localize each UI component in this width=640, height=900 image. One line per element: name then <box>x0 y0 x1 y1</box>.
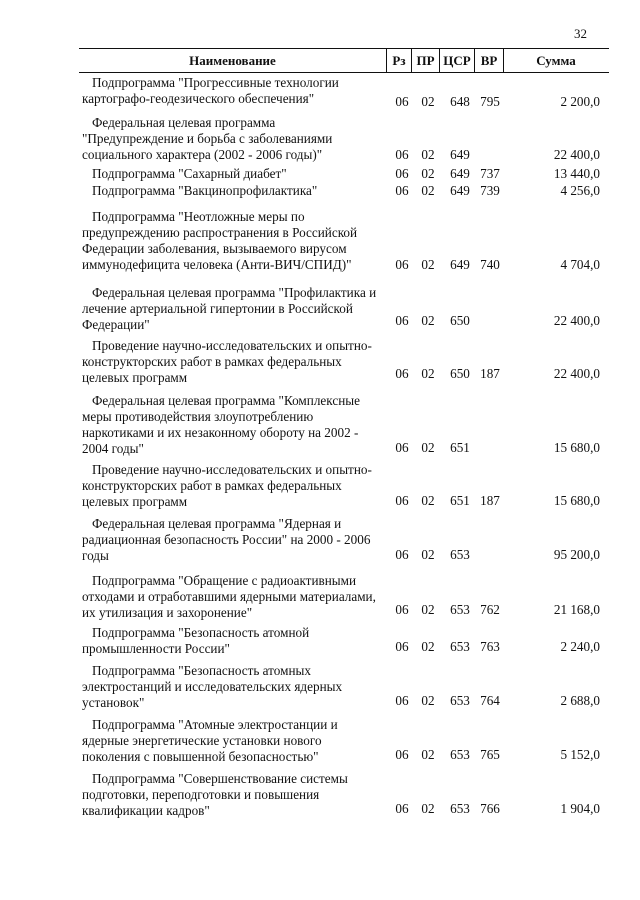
header-csr: ЦСР <box>443 53 471 68</box>
row-sum: 2 240,0 <box>560 639 600 654</box>
row-sum: 21 168,0 <box>553 602 600 617</box>
row-rz: 06 <box>395 602 409 617</box>
row-name: Подпрограмма "Совершенствование системы подготовки, переподготовки и повышения квалификации кадров" <box>82 771 348 818</box>
row-rz: 06 <box>395 547 409 562</box>
row-vr: 737 <box>480 166 500 181</box>
row-rz: 06 <box>395 693 409 708</box>
row-csr: 653 <box>450 547 470 562</box>
row-name: Проведение научно-исследовательских и опытно-конструкторских работ в рамках федеральных целевых программ <box>82 462 372 509</box>
row-pr: 02 <box>421 801 435 816</box>
row-csr: 653 <box>450 693 470 708</box>
row-pr: 02 <box>421 639 435 654</box>
row-pr: 02 <box>421 366 435 381</box>
row-csr: 650 <box>450 313 470 328</box>
row-csr: 651 <box>450 440 470 455</box>
row-csr: 653 <box>450 747 470 762</box>
row-pr: 02 <box>421 183 435 198</box>
row-sum: 5 152,0 <box>560 747 600 762</box>
row-csr: 648 <box>450 94 470 109</box>
header-pr: ПР <box>416 53 435 68</box>
row-csr: 653 <box>450 801 470 816</box>
row-sum: 22 400,0 <box>553 366 600 381</box>
row-sum: 22 400,0 <box>553 147 600 162</box>
page-number: 32 <box>574 26 587 41</box>
header-vr: ВР <box>480 53 498 68</box>
row-vr: 765 <box>480 747 500 762</box>
row-csr: 649 <box>450 166 470 181</box>
row-name: Подпрограмма "Атомные электростанции и ядерные энергетические установки нового поколения с повышенной безопасностью" <box>82 717 338 764</box>
row-vr: 762 <box>480 602 500 617</box>
header-rz: Рз <box>392 53 406 68</box>
row-sum: 4 704,0 <box>560 257 600 272</box>
row-pr: 02 <box>421 747 435 762</box>
row-pr: 02 <box>421 693 435 708</box>
row-csr: 653 <box>450 639 470 654</box>
row-vr: 187 <box>480 366 500 381</box>
row-sum: 13 440,0 <box>553 166 600 181</box>
row-vr: 739 <box>480 183 500 198</box>
row-sum: 22 400,0 <box>553 313 600 328</box>
row-sum: 95 200,0 <box>553 547 600 562</box>
row-pr: 02 <box>421 147 435 162</box>
row-csr: 649 <box>450 147 470 162</box>
row-rz: 06 <box>395 313 409 328</box>
row-rz: 06 <box>395 257 409 272</box>
row-pr: 02 <box>421 313 435 328</box>
row-rz: 06 <box>395 94 409 109</box>
row-name: Федеральная целевая программа "Профилактика и лечение артериальной гипертонии в Российской Федерации" <box>82 285 377 332</box>
row-rz: 06 <box>395 801 409 816</box>
row-pr: 02 <box>421 257 435 272</box>
row-rz: 06 <box>395 166 409 181</box>
row-pr: 02 <box>421 94 435 109</box>
row-csr: 649 <box>450 183 470 198</box>
row-vr: 764 <box>480 693 500 708</box>
row-vr: 187 <box>480 493 500 508</box>
row-name: Подпрограмма "Неотложные меры по предупреждению распространения в Российской Федерации заболевания, вызываемого вирусом иммунодефицита человека (Анти-ВИЧ/СПИД)" <box>82 209 358 272</box>
row-pr: 02 <box>421 602 435 617</box>
row-pr: 02 <box>421 547 435 562</box>
row-name: Подпрограмма "Сахарный диабет" <box>92 166 287 181</box>
row-sum: 1 904,0 <box>560 801 600 816</box>
row-rz: 06 <box>395 440 409 455</box>
row-name: Подпрограмма "Безопасность атомной промышленности России" <box>82 625 310 656</box>
row-pr: 02 <box>421 166 435 181</box>
header-sum: Сумма <box>536 53 576 68</box>
row-name: Подпрограмма "Безопасность атомных электростанций и исследовательских ядерных установок" <box>82 663 343 710</box>
row-csr: 650 <box>450 366 470 381</box>
row-vr: 766 <box>480 801 500 816</box>
row-sum: 15 680,0 <box>553 493 600 508</box>
row-rz: 06 <box>395 493 409 508</box>
row-sum: 2 688,0 <box>560 693 600 708</box>
row-rz: 06 <box>395 747 409 762</box>
row-vr: 763 <box>480 639 500 654</box>
row-pr: 02 <box>421 440 435 455</box>
row-sum: 2 200,0 <box>560 94 600 109</box>
row-sum: 15 680,0 <box>553 440 600 455</box>
row-name: Федеральная целевая программа "Предупреждение и борьба с заболеваниями социального характера (2002 - 2006 годы)" <box>82 115 333 162</box>
row-rz: 06 <box>395 183 409 198</box>
row-name: Проведение научно-исследовательских и опытно-конструкторских работ в рамках федеральных целевых программ <box>82 338 372 385</box>
row-csr: 653 <box>450 602 470 617</box>
row-pr: 02 <box>421 493 435 508</box>
header-name: Наименование <box>189 53 276 68</box>
row-rz: 06 <box>395 639 409 654</box>
row-vr: 740 <box>480 257 500 272</box>
row-csr: 651 <box>450 493 470 508</box>
row-vr: 795 <box>480 94 500 109</box>
row-name: Подпрограмма "Обращение с радиоактивными отходами и отработавшими ядерными материалами, их утилизация и захоронение" <box>82 573 376 620</box>
row-name: Подпрограмма "Вакцинопрофилактика" <box>92 183 318 198</box>
row-name: Подпрограмма "Прогрессивные технологии картографо-геодезического обеспечения" <box>82 75 339 106</box>
row-name: Федеральная целевая программа "Комплексные меры противодействия злоупотреблению наркотиками и их незаконному обороту на 2002 - 2004 годы" <box>82 393 360 456</box>
row-csr: 649 <box>450 257 470 272</box>
row-rz: 06 <box>395 366 409 381</box>
row-rz: 06 <box>395 147 409 162</box>
row-name: Федеральная целевая программа "Ядерная и радиационная безопасность России" на 2000 - 2006 годы <box>82 516 371 563</box>
row-sum: 4 256,0 <box>560 183 600 198</box>
